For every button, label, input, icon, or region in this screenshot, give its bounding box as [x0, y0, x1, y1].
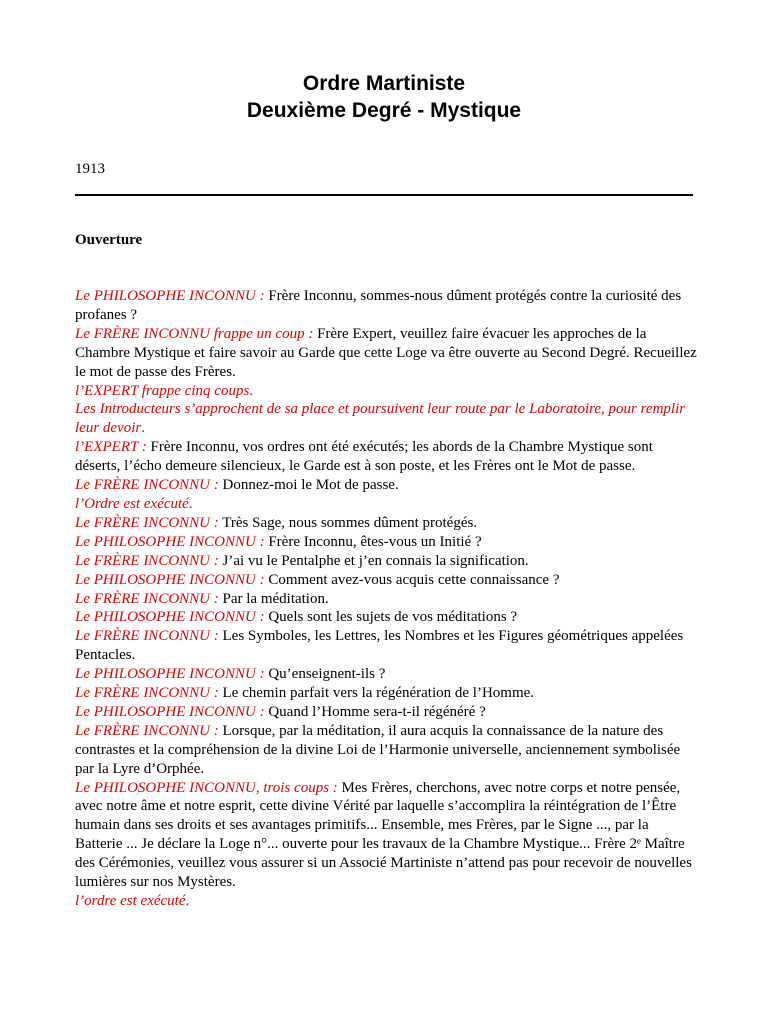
speaker-label: l’Ordre est exécuté — [75, 495, 189, 512]
speaker-label: Le PHILOSOPHE INCONNU : — [75, 533, 265, 550]
paragraph — [75, 892, 697, 911]
paragraph-text: . — [249, 382, 254, 399]
paragraph-text: Qu’enseignent-ils ? — [264, 666, 386, 683]
paragraph-text: Frère Inconnu, vos ordres ont été exécutés; les abords de la Chambre Mystique sont déserts, l’écho demeure silencieux, le Garde est à son poste, et les Frères ont le Mot de passe. — [75, 439, 653, 475]
paragraph-text: Frère Expert, veuillez faire évacuer les approches de la Chambre Mystique et faire savoir au Garde que cette Loge va être ouverte au Second Degré. Recueillez le mot de passe des Frères. — [75, 325, 697, 380]
speaker-label: Le FRÈRE INCONNU : — [75, 685, 219, 702]
paragraph — [75, 608, 697, 627]
paragraph-text: Donnez-moi le Mot de passe. — [218, 477, 399, 494]
paragraph — [75, 779, 697, 892]
speaker-label: l’EXPERT frappe cinq coups — [75, 382, 250, 399]
paragraph-text: Par la méditation. — [218, 590, 329, 607]
speaker-label: Le PHILOSOPHE INCONNU, trois coups : — [75, 779, 338, 796]
speaker-label: l’EXPERT : — [75, 439, 147, 456]
speaker-label: Le FRÈRE INCONNU : — [75, 590, 219, 607]
paragraph-text: . — [141, 420, 145, 437]
paragraph — [75, 590, 697, 609]
paragraph — [75, 722, 697, 779]
paragraph — [75, 495, 697, 514]
speaker-label: Le FRÈRE INCONNU frappe un coup : — [75, 325, 314, 342]
paragraph-text: Quand l’Homme sera-t-il régénéré ? — [264, 703, 486, 720]
paragraph — [75, 684, 697, 703]
paragraph — [75, 287, 697, 325]
year: 1913 — [75, 161, 105, 177]
speaker-label: Le FRÈRE INCONNU : — [75, 477, 219, 494]
speaker-label: Le FRÈRE INCONNU : — [75, 552, 219, 569]
paragraph-text: J’ai vu le Pentalphe et j’en connais la signification. — [218, 552, 529, 569]
paragraph — [75, 382, 697, 401]
paragraph-text: Le chemin parfait vers la régénération de l’Homme. — [218, 685, 535, 702]
title-line-2: Deuxième Degré - Mystique — [246, 99, 522, 122]
title-line-1: Ordre Martiniste — [302, 72, 466, 95]
paragraph-text: Mes Frères, cherchons, avec notre corps et notre pensée, avec notre âme et notre esprit, cette divine Vérité par laquelle s’accomplira la réintégration de l’Être humain dans ses droits et ses avantages primitifs... Ensemble, mes Frères, par le Signe ..., par la Batterie ... Je déclare la Loge n°... ouverte pour les travaux de la Chambre Mystique... Frère 2ᵉ Maître des Cérémonies, veuillez vous assurer si un Associé Martiniste n’attend pas pour recevoir de nouvelles lumières sur nos Mystères. — [75, 779, 692, 891]
paragraph-text: Les Symboles, les Lettres, les Nombres et les Figures géométriques appelées Pentacles. — [75, 628, 684, 664]
paragraph-text: . — [188, 495, 193, 512]
horizontal-rule — [75, 194, 693, 196]
section-heading: Ouverture — [75, 232, 143, 248]
speaker-label: Le FRÈRE INCONNU : — [75, 628, 219, 645]
paragraph-text: Comment avez-vous acquis cette connaissance ? — [264, 571, 560, 588]
paragraph-text: Frère Inconnu, êtes-vous un Initié ? — [264, 533, 482, 550]
paragraph — [75, 476, 697, 495]
paragraph — [75, 703, 697, 722]
paragraph-text: Quels sont les sujets de vos méditations ? — [264, 609, 518, 626]
paragraph-text: . — [185, 893, 190, 909]
paragraph-text: Très Sage, nous sommes dûment protégés. — [218, 514, 478, 531]
paragraph — [75, 533, 697, 552]
paragraph — [75, 400, 697, 438]
speaker-label: Le FRÈRE INCONNU : — [75, 514, 219, 531]
speaker-label: Les Introducteurs s’approchent de sa place et poursuivent leur route par le Laboratoire, pour remplir leur devoir — [75, 401, 686, 437]
paragraph — [75, 571, 697, 590]
speaker-label: Le PHILOSOPHE INCONNU : — [75, 288, 265, 304]
speaker-label: Le PHILOSOPHE INCONNU : — [75, 609, 265, 626]
document-body — [75, 287, 697, 911]
paragraph-text: Lorsque, par la méditation, il aura acquis la connaissance de la nature des contrastes et la compréhension de la divine Loi de l’Harmonie universelle, anciennement symbolisée par la Lyre d’Orphée. — [75, 722, 681, 777]
speaker-label: Le FRÈRE INCONNU : — [75, 722, 219, 739]
paragraph — [75, 438, 697, 476]
document-title — [0, 70, 768, 124]
speaker-label: Le PHILOSOPHE INCONNU : — [75, 666, 265, 683]
paragraph — [75, 552, 697, 571]
paragraph — [75, 665, 697, 684]
paragraph — [75, 627, 697, 665]
paragraph-text: Frère Inconnu, sommes-nous dûment protégés contre la curiosité des profanes ? — [75, 288, 682, 323]
speaker-label: Le PHILOSOPHE INCONNU : — [75, 703, 265, 720]
paragraph — [75, 514, 697, 533]
paragraph — [75, 325, 697, 382]
speaker-label: l’ordre est exécuté — [75, 893, 186, 909]
speaker-label: Le PHILOSOPHE INCONNU : — [75, 571, 265, 588]
